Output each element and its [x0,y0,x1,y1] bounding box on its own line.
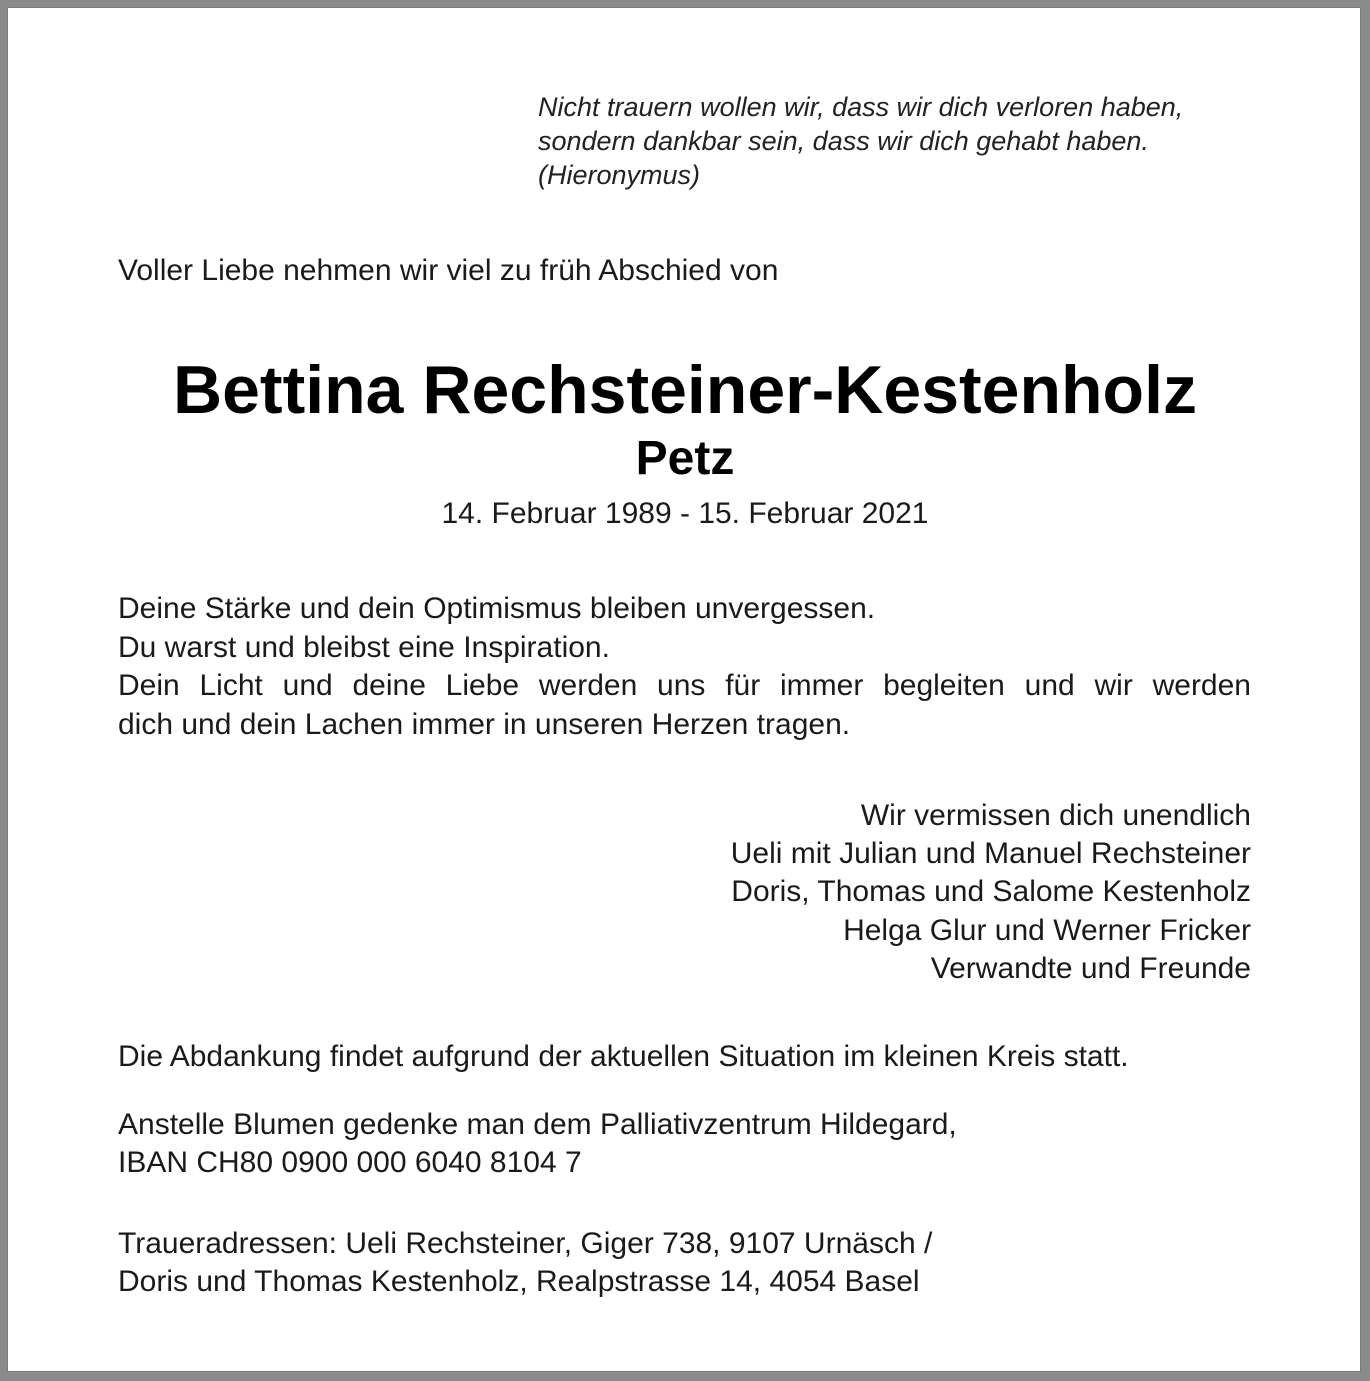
mourning-addresses [118,1225,932,1301]
deceased-name: Bettina Rechsteiner-Kestenholz [173,352,1197,428]
mourner-line: Verwandte und Freunde [930,951,1251,985]
mourner-line: Helga Glur und Werner Fricker [843,913,1251,947]
motto-quote [538,90,1183,192]
mourner-line: Doris, Thomas und Salome Kestenholz [731,875,1251,909]
donation-iban: IBAN CH80 0900 000 6040 8104 7 [118,1146,582,1179]
tribute-text [118,590,1251,744]
motto-attribution: (Hieronymus) [538,160,701,190]
tribute-line: Deine Stärke und dein Optimismus bleiben unvergessen. [118,592,876,625]
motto-line: sondern dankbar sein, dass wir dich gehabt haben. [538,126,1149,156]
life-dates: 14. Februar 1989 - 15. Februar 2021 [441,497,929,530]
mourner-line: Ueli mit Julian und Manuel Rechsteiner [730,837,1251,871]
deceased-nickname: Petz [635,432,735,485]
tribute-line: Du warst und bleibst eine Inspiration. [118,630,610,664]
address-line: Doris und Thomas Kestenholz, Realpstrasse 14, 4054 Basel [118,1265,920,1298]
mourners-heading: Wir vermissen dich unendlich [860,799,1251,832]
donation-line: Anstelle Blumen gedenke man dem Palliativzentrum Hildegard, [118,1108,957,1141]
donation-info [118,1106,957,1182]
tribute-line: dich und dein Lachen immer in unseren Herzen tragen. [118,707,851,741]
intro-text: Voller Liebe nehmen wir viel zu früh Abschied von [118,254,779,287]
funeral-notice: Die Abdankung findet aufgrund der aktuellen Situation im kleinen Kreis statt. [118,1040,1129,1073]
tribute-line: Dein Licht und deine Liebe werden uns für immer begleiten und wir werden [118,669,1251,702]
motto-line: Nicht trauern wollen wir, dass wir dich verloren haben, [538,92,1184,122]
address-line: Traueradressen: Ueli Rechsteiner, Giger 738, 9107 Urnäsch / [118,1227,933,1260]
mourners-list [600,797,1251,988]
